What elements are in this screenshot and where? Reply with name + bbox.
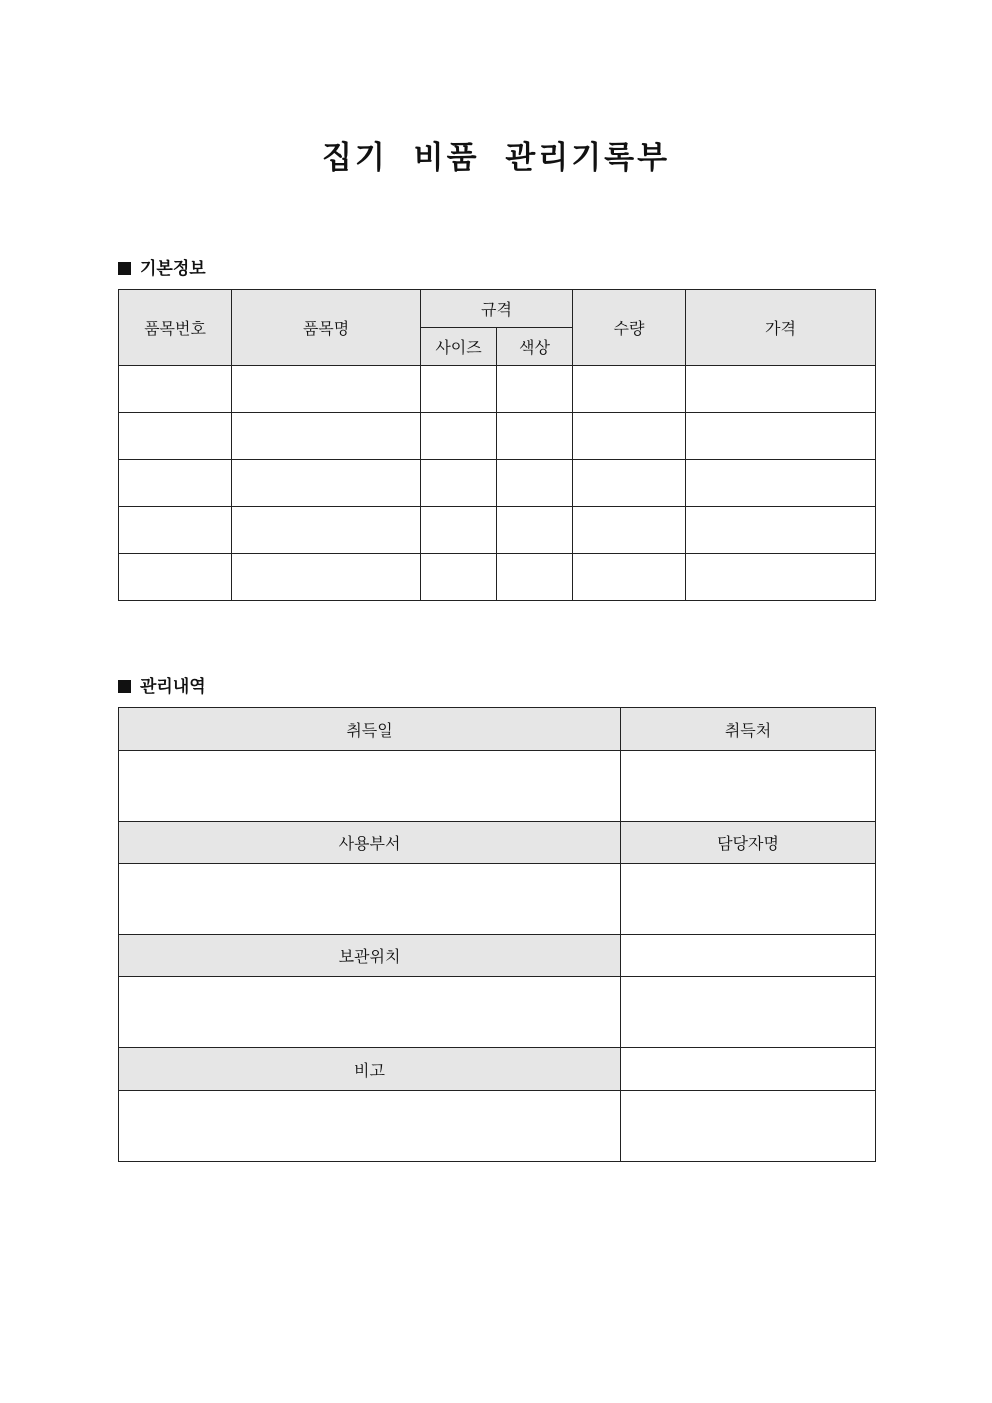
header-item-name: 품목명 <box>232 290 421 366</box>
header-color: 색상 <box>497 328 573 366</box>
section-heading-label: 관리내역 <box>140 677 206 697</box>
table-row <box>119 507 876 554</box>
header-size: 사이즈 <box>421 328 497 366</box>
section-heading-basic-info <box>118 254 206 279</box>
qty-cell[interactable] <box>573 413 686 460</box>
item-no-cell[interactable] <box>119 554 232 601</box>
header-qty: 수량 <box>573 290 686 366</box>
item-no-cell[interactable] <box>119 366 232 413</box>
acquisition-date-cell[interactable] <box>119 751 621 822</box>
table-row <box>119 366 876 413</box>
item-name-cell[interactable] <box>232 413 421 460</box>
price-cell[interactable] <box>686 554 876 601</box>
square-bullet-icon <box>118 680 131 693</box>
color-cell[interactable] <box>497 507 573 554</box>
header-price: 가격 <box>686 290 876 366</box>
item-no-cell[interactable] <box>119 413 232 460</box>
blank-cell[interactable] <box>621 935 876 977</box>
size-cell[interactable] <box>421 507 497 554</box>
header-item-no: 품목번호 <box>119 290 232 366</box>
price-cell[interactable] <box>686 460 876 507</box>
item-name-cell[interactable] <box>232 366 421 413</box>
header-acquisition-source: 취득처 <box>621 708 876 751</box>
page-title: 집기 비품 관리기록부 <box>321 140 671 176</box>
size-cell[interactable] <box>421 413 497 460</box>
qty-cell[interactable] <box>573 366 686 413</box>
manager-name-cell[interactable] <box>621 864 876 935</box>
blank-cell[interactable] <box>621 977 876 1048</box>
section-heading-management <box>118 672 206 697</box>
management-table <box>118 707 876 1162</box>
table-row <box>119 554 876 601</box>
blank-cell[interactable] <box>621 1048 876 1091</box>
header-department: 사용부서 <box>119 822 621 864</box>
qty-cell[interactable] <box>573 554 686 601</box>
section-heading-label: 기본정보 <box>140 259 206 279</box>
price-cell[interactable] <box>686 413 876 460</box>
square-bullet-icon <box>118 262 131 275</box>
color-cell[interactable] <box>497 413 573 460</box>
color-cell[interactable] <box>497 554 573 601</box>
basic-info-table <box>118 289 876 601</box>
table-row <box>119 460 876 507</box>
header-spec: 규격 <box>421 290 573 328</box>
item-name-cell[interactable] <box>232 554 421 601</box>
item-no-cell[interactable] <box>119 460 232 507</box>
item-name-cell[interactable] <box>232 460 421 507</box>
header-acquisition-date: 취득일 <box>119 708 621 751</box>
storage-location-cell[interactable] <box>119 977 621 1048</box>
blank-cell[interactable] <box>621 1091 876 1162</box>
table-row <box>119 413 876 460</box>
remarks-cell[interactable] <box>119 1091 621 1162</box>
header-remarks: 비고 <box>119 1048 621 1091</box>
item-no-cell[interactable] <box>119 507 232 554</box>
price-cell[interactable] <box>686 366 876 413</box>
price-cell[interactable] <box>686 507 876 554</box>
item-name-cell[interactable] <box>232 507 421 554</box>
color-cell[interactable] <box>497 366 573 413</box>
qty-cell[interactable] <box>573 507 686 554</box>
size-cell[interactable] <box>421 460 497 507</box>
size-cell[interactable] <box>421 554 497 601</box>
header-storage-location: 보관위치 <box>119 935 621 977</box>
color-cell[interactable] <box>497 460 573 507</box>
department-cell[interactable] <box>119 864 621 935</box>
header-manager-name: 담당자명 <box>621 822 876 864</box>
qty-cell[interactable] <box>573 460 686 507</box>
acquisition-source-cell[interactable] <box>621 751 876 822</box>
size-cell[interactable] <box>421 366 497 413</box>
